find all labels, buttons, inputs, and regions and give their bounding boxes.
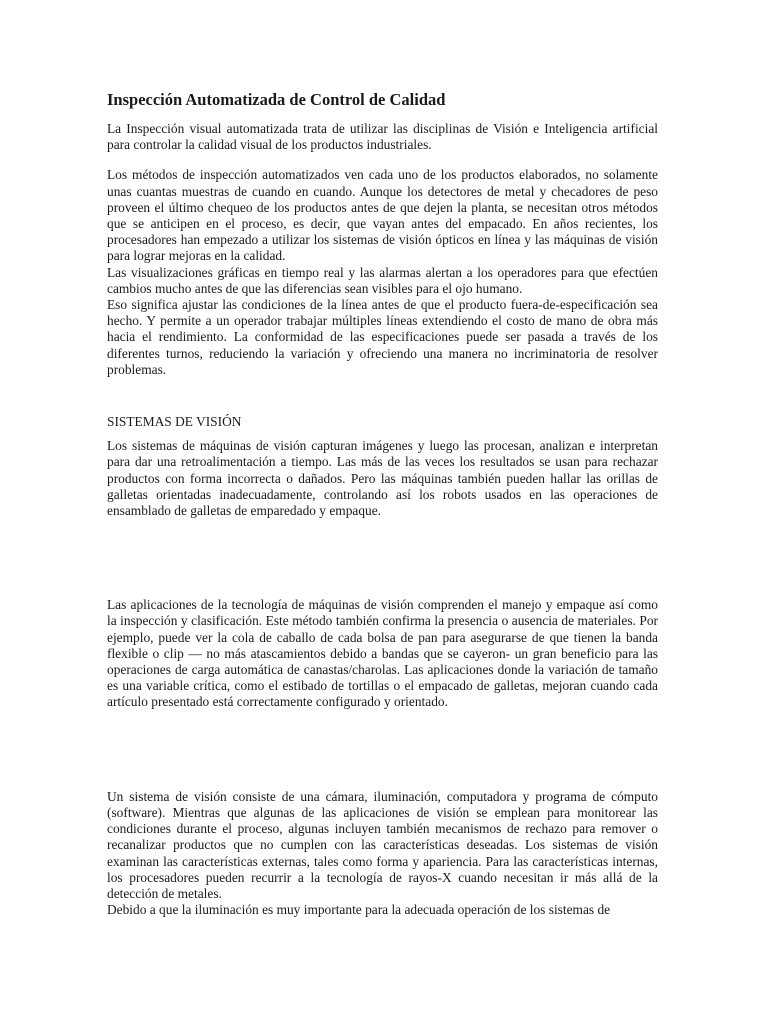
paragraph-adjust: Eso significa ajustar las condiciones de la línea antes de que el producto fuera-de-especificación sea hecho. Y permite a un operador trabajar múltiples líneas extendiendo el costo de mano de obra más hacia el rendimiento. La conformidad de las especificaciones puede ser pasada a través de los diferentes turnos, reduciendo la variación y ofreciendo una manera no incriminatoria de resolver problemas. xyxy=(107,297,658,377)
spacer xyxy=(107,400,658,414)
paragraph-vision-system-components: Un sistema de visión consiste de una cámara, iluminación, computadora y programa de cómputo (software). Mientras que algunas de las aplicaciones de visión se emplean para monitorear las condiciones durante el proceso, algunas incluyen también mecanismos de rechazo para remover o recanalizar productos que no cumplen con las características deseadas. Los sistemas de visión examinan las características externas, tales como forma y apariencia. Para las características internas, los procesadores pueden recurrir a la tecnología de rayos-X cuando necesitan ir más allá de la detección de metales. xyxy=(107,788,658,901)
spacer xyxy=(107,711,658,789)
paragraph-visualizations: Las visualizaciones gráficas en tiempo real y las alarmas alertan a los operadores para que efectúen cambios mucho antes de que las diferencias sean visibles para el ojo humano. xyxy=(107,264,658,296)
intro-paragraph: La Inspección visual automatizada trata de utilizar las disciplinas de Visión e Inteligencia artificial para controlar la calidad visual de los productos industriales. xyxy=(107,121,658,153)
section-heading-vision-systems: SISTEMAS DE VISIÓN xyxy=(107,414,242,430)
spacer xyxy=(107,519,658,597)
paragraph-applications: Las aplicaciones de la tecnología de máquinas de visión comprenden el manejo y empaque así como la inspección y clasificación. Este método también confirma la presencia o ausencia de materiales. Por ejemplo, puede ver la cola de caballo de cada bolsa de pan para asegurarse de que tienen la banda flexible o clip — no más atascamientos debido a bandas que se cayeron- un gran beneficio para las operaciones de carga automática de canastas/charolas. Las aplicaciones donde la variación de tamaño es una variable crítica, como el estibado de tortillas o el empacado de galletas, mejoran cuando cada artículo presentado está correctamente configurado y orientado. xyxy=(107,597,658,710)
paragraph-vision-machines: Los sistemas de máquinas de visión capturan imágenes y luego las procesan, analizan e interpretan para dar una retroalimentación a tiempo. Las más de las veces los resultados se usan para rechazar productos con forma incorrecta o dañados. Pero las máquinas también pueden hallar las orillas de galletas orientadas inadecuadamente, controlando así los robots usados en las operaciones de ensamblado de galletas de emparedado y empaque. xyxy=(107,438,658,519)
paragraph-lighting: Debido a que la iluminación es muy importante para la adecuada operación de los sistemas de xyxy=(107,902,611,918)
document-title: Inspección Automatizada de Control de Calidad xyxy=(107,90,446,109)
spacer xyxy=(107,153,658,167)
spacer xyxy=(107,378,658,400)
paragraph-methods: Los métodos de inspección automatizados ven cada uno de los productos elaborados, no solamente unas cuantas muestras de cuando en cuando. Aunque los detectores de metal y checadores de peso proveen el último chequeo de los productos antes de que dejen la planta, se necesitan otros métodos que se anticipen en el proceso, es decir, que vayan antes del empacado. En años recientes, los procesadores han empezado a utilizar los sistemas de visión ópticos en línea y las máquinas de visión para lograr mejoras en la calidad. xyxy=(107,167,658,264)
